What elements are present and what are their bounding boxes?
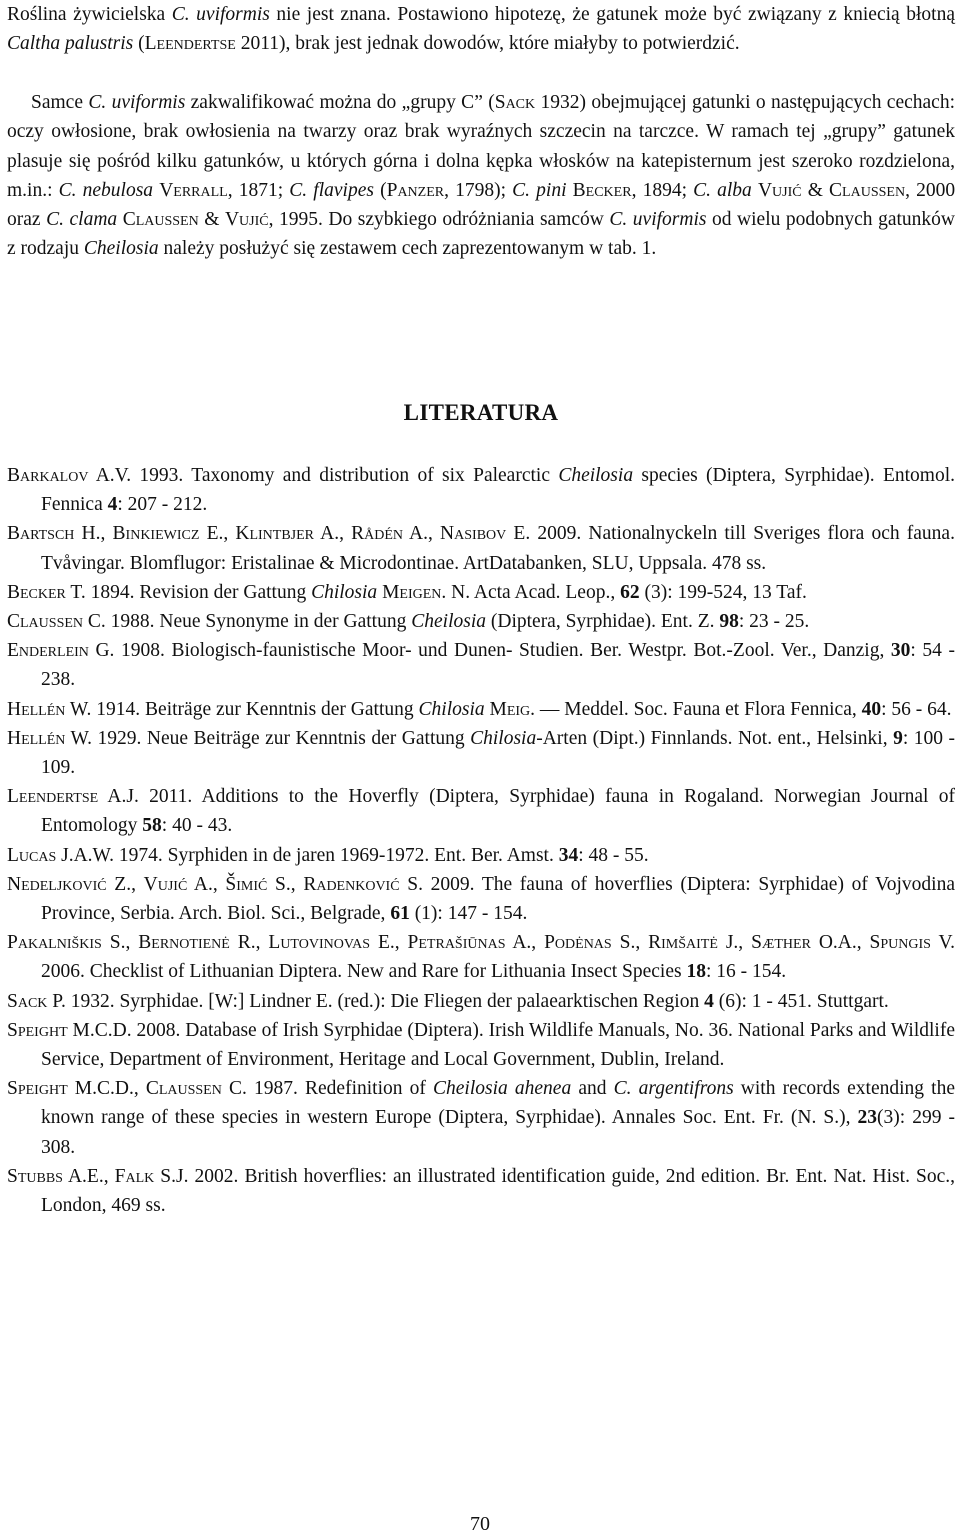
reference-item: Speight M.C.D. 2008. Database of Irish Syrphidae (Diptera). Irish Wildlife Manuals, No. 36. National Parks and Wildlife Service, Department of Environment, Heritage and Local Government, Dublin, Ireland. (7, 1019, 955, 1071)
literature-heading: LITERATURA (403, 400, 559, 425)
reference-item: Leendertse A.J. 2011. Additions to the Hoverfly (Diptera, Syrphidae) fauna in Rogaland. Norwegian Journal of Entomology 58: 40 - 43. (7, 786, 955, 837)
reference-item: Stubbs A.E., Falk S.J. 2002. British hoverflies: an illustrated identification guide, 2nd edition. Br. Ent. Nat. Hist. Soc., London, 469 ss. (7, 1165, 955, 1217)
reference-item: Speight M.C.D., Claussen C. 1987. Redefinition of Cheilosia ahenea and C. argentifrons with records extending the known range of these species in western Europe (Diptera, Syrphidae). Annales Soc. Ent. Fr. (N. S.), 23(3): 299 - 308. (7, 1078, 955, 1158)
paragraph-host-plant: Roślina żywicielska C. uviformis nie jest znana. Postawiono hipotezę, że gatunek może być związany z kniecią błotną Caltha palustris (Leendertse 2011), brak jest jednak dowodów, które miałyby to potwierdzić. (7, 4, 955, 55)
paragraph-males-identification: Samce C. uviformis zakwalifikować można do „grupy C” (Sack 1932) obejmującej gatunki o następujących cechach: oczy owłosione, brak owłosienia na twarzy oraz brak wyraźnych szczecin na tarczce. W ramach tej „grupy” gatunek plasuje się pośród kilku gatunków, u których górna i dolna kępka włosków na katepisternum jest szeroko rozdzielona, m.in.: C. nebulosa Verrall, 1871; C. flavipes (Panzer, 1798); C. pini Becker, 1894; C. alba Vujić & Claussen, 2000 oraz C. clama Claussen & Vujić, 1995. Do szybkiego odróżniania samców C. uviformis od wielu podobnych gatunków z rodzaju Cheilosia należy posłużyć się zestawem cech zaprezentowanym w tab. 1. (7, 92, 956, 260)
reference-item: Hellén W. 1929. Neue Beiträge zur Kenntnis der Gattung Chilosia-Arten (Dipt.) Finnlands. Not. ent., Helsinki, 9: 100 - 109. (7, 727, 955, 779)
reference-item: Enderlein G. 1908. Biologisch-faunistische Moor- und Dunen- Studien. Ber. Westpr. Bot.-Zool. Ver., Danzig, 30: 54 - 238. (7, 640, 955, 691)
reference-item: Pakalniškis S., Bernotienė R., Lutovinovas E., Petrašiūnas A., Podėnas S., Rimšaitė J., Sæther O.A., Spungis V. 2006. Checklist of Lithuanian Diptera. New and Rare for Lithuania Insect Species 18: 16 - 154. (7, 932, 955, 983)
reference-item: Sack P. 1932. Syrphidae. [W:] Lindner E. (red.): Die Fliegen der palaearktischen Region 4 (6): 1 - 451. Stuttgart. (7, 990, 889, 1012)
page-number: 70 (470, 1513, 490, 1535)
reference-item: Lucas J.A.W. 1974. Syrphiden in de jaren 1969-1972. Ent. Ber. Amst. 34: 48 - 55. (7, 844, 649, 866)
reference-item: Bartsch H., Binkiewicz E., Klintbjer A., Rådén A., Nasibov E. 2009. Nationalnyckeln till Sveriges flora och fauna. Tvåvingar. Blomflugor: Eristalinae & Microdontinae. ArtDatabanken, SLU, Uppsala. 478 ss. (7, 523, 955, 574)
reference-item: Barkalov A.V. 1993. Taxonomy and distribution of six Palearctic Cheilosia species (Diptera, Syrphidae). Entomol. Fennica 4: 207 - 212. (7, 465, 956, 516)
reference-item: Claussen C. 1988. Neue Synonyme in der Gattung Cheilosia (Diptera, Syrphidae). Ent. Z. 98: 23 - 25. (7, 611, 810, 633)
reference-item: Becker T. 1894. Revision der Gattung Chilosia Meigen. N. Acta Acad. Leop., 62 (3): 199-524, 13 Taf. (7, 581, 807, 603)
reference-item: Nedeljković Z., Vujić A., Šimić S., Radenković S. 2009. The fauna of hoverflies (Diptera: Syrphidae) of Vojvodina Province, Serbia. Arch. Biol. Sci., Belgrade, 61 (1): 147 - 154. (7, 873, 955, 925)
reference-list (7, 461, 955, 1220)
reference-item: Hellén W. 1914. Beiträge zur Kenntnis der Gattung Chilosia Meig. — Meddel. Soc. Fauna et Flora Fennica, 40: 56 - 64. (7, 698, 952, 720)
